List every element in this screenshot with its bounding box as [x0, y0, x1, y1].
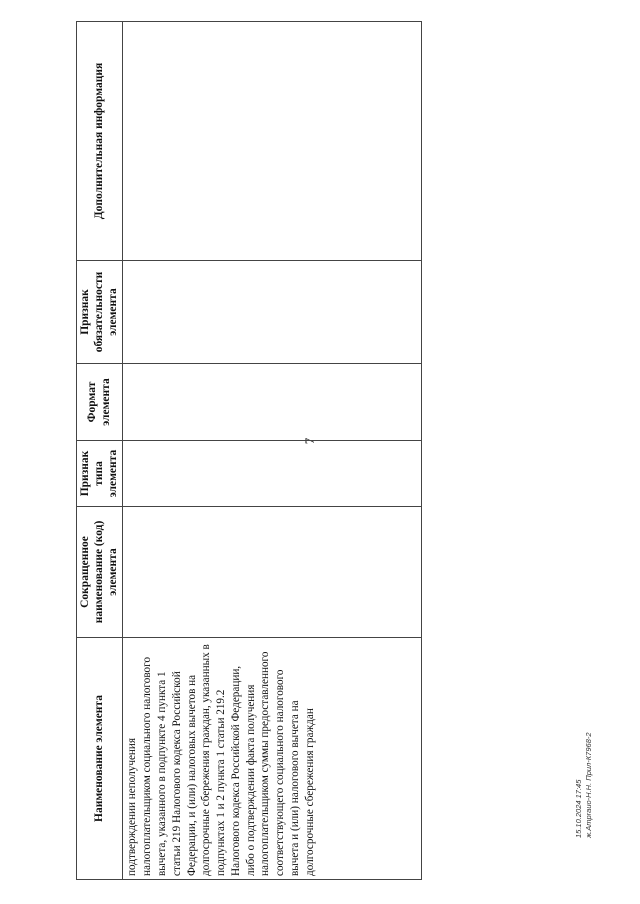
rotated-table-container — [76, 22, 422, 880]
header-element-type: Признак типа элемента — [77, 441, 123, 507]
header-element-format: Формат элемента — [77, 364, 123, 441]
header-element-name: Наименование элемента — [77, 638, 123, 880]
cell-element-required — [123, 261, 422, 364]
cell-element-code — [123, 507, 422, 638]
document-footer-stamp — [574, 718, 604, 838]
cell-element-type — [123, 441, 422, 507]
cell-additional-info — [123, 22, 422, 261]
table-header-row — [77, 22, 123, 880]
elements-table — [76, 21, 422, 880]
header-additional-info: Дополнительная информация — [77, 22, 123, 261]
header-element-required: Признак обязательности элемента — [77, 261, 123, 364]
header-element-code: Сокращенное наименование (код) элемента — [77, 507, 123, 638]
cell-element-name: подтверждении неполучения налогоплательщиком социального налогового вычета, указанного в подпункте 4 пункта 1 статьи 219 Налогового кодекса Российской Федерации, и (или) налоговых вычетов на долгосрочные сбережения граждан, указанных в подпунктах 1 и 2 пункта 1 статьи 219.2 Налогового кодекса Российской Федерации, либо о подтверждении факта получения налогоплательщиком суммы предоставленного соответствующего социального налогового вычета и (или) налогового вычета на долгосрочные сбережения граждан — [123, 638, 422, 880]
page-number: 7 — [302, 437, 317, 445]
footer-date: 15.10.2024 17:45 — [574, 779, 583, 838]
cell-element-format — [123, 364, 422, 441]
footer-reference: ж.Amprauo-Н.Н. Прил-К7968-2 — [583, 732, 593, 838]
table-row — [123, 22, 422, 880]
